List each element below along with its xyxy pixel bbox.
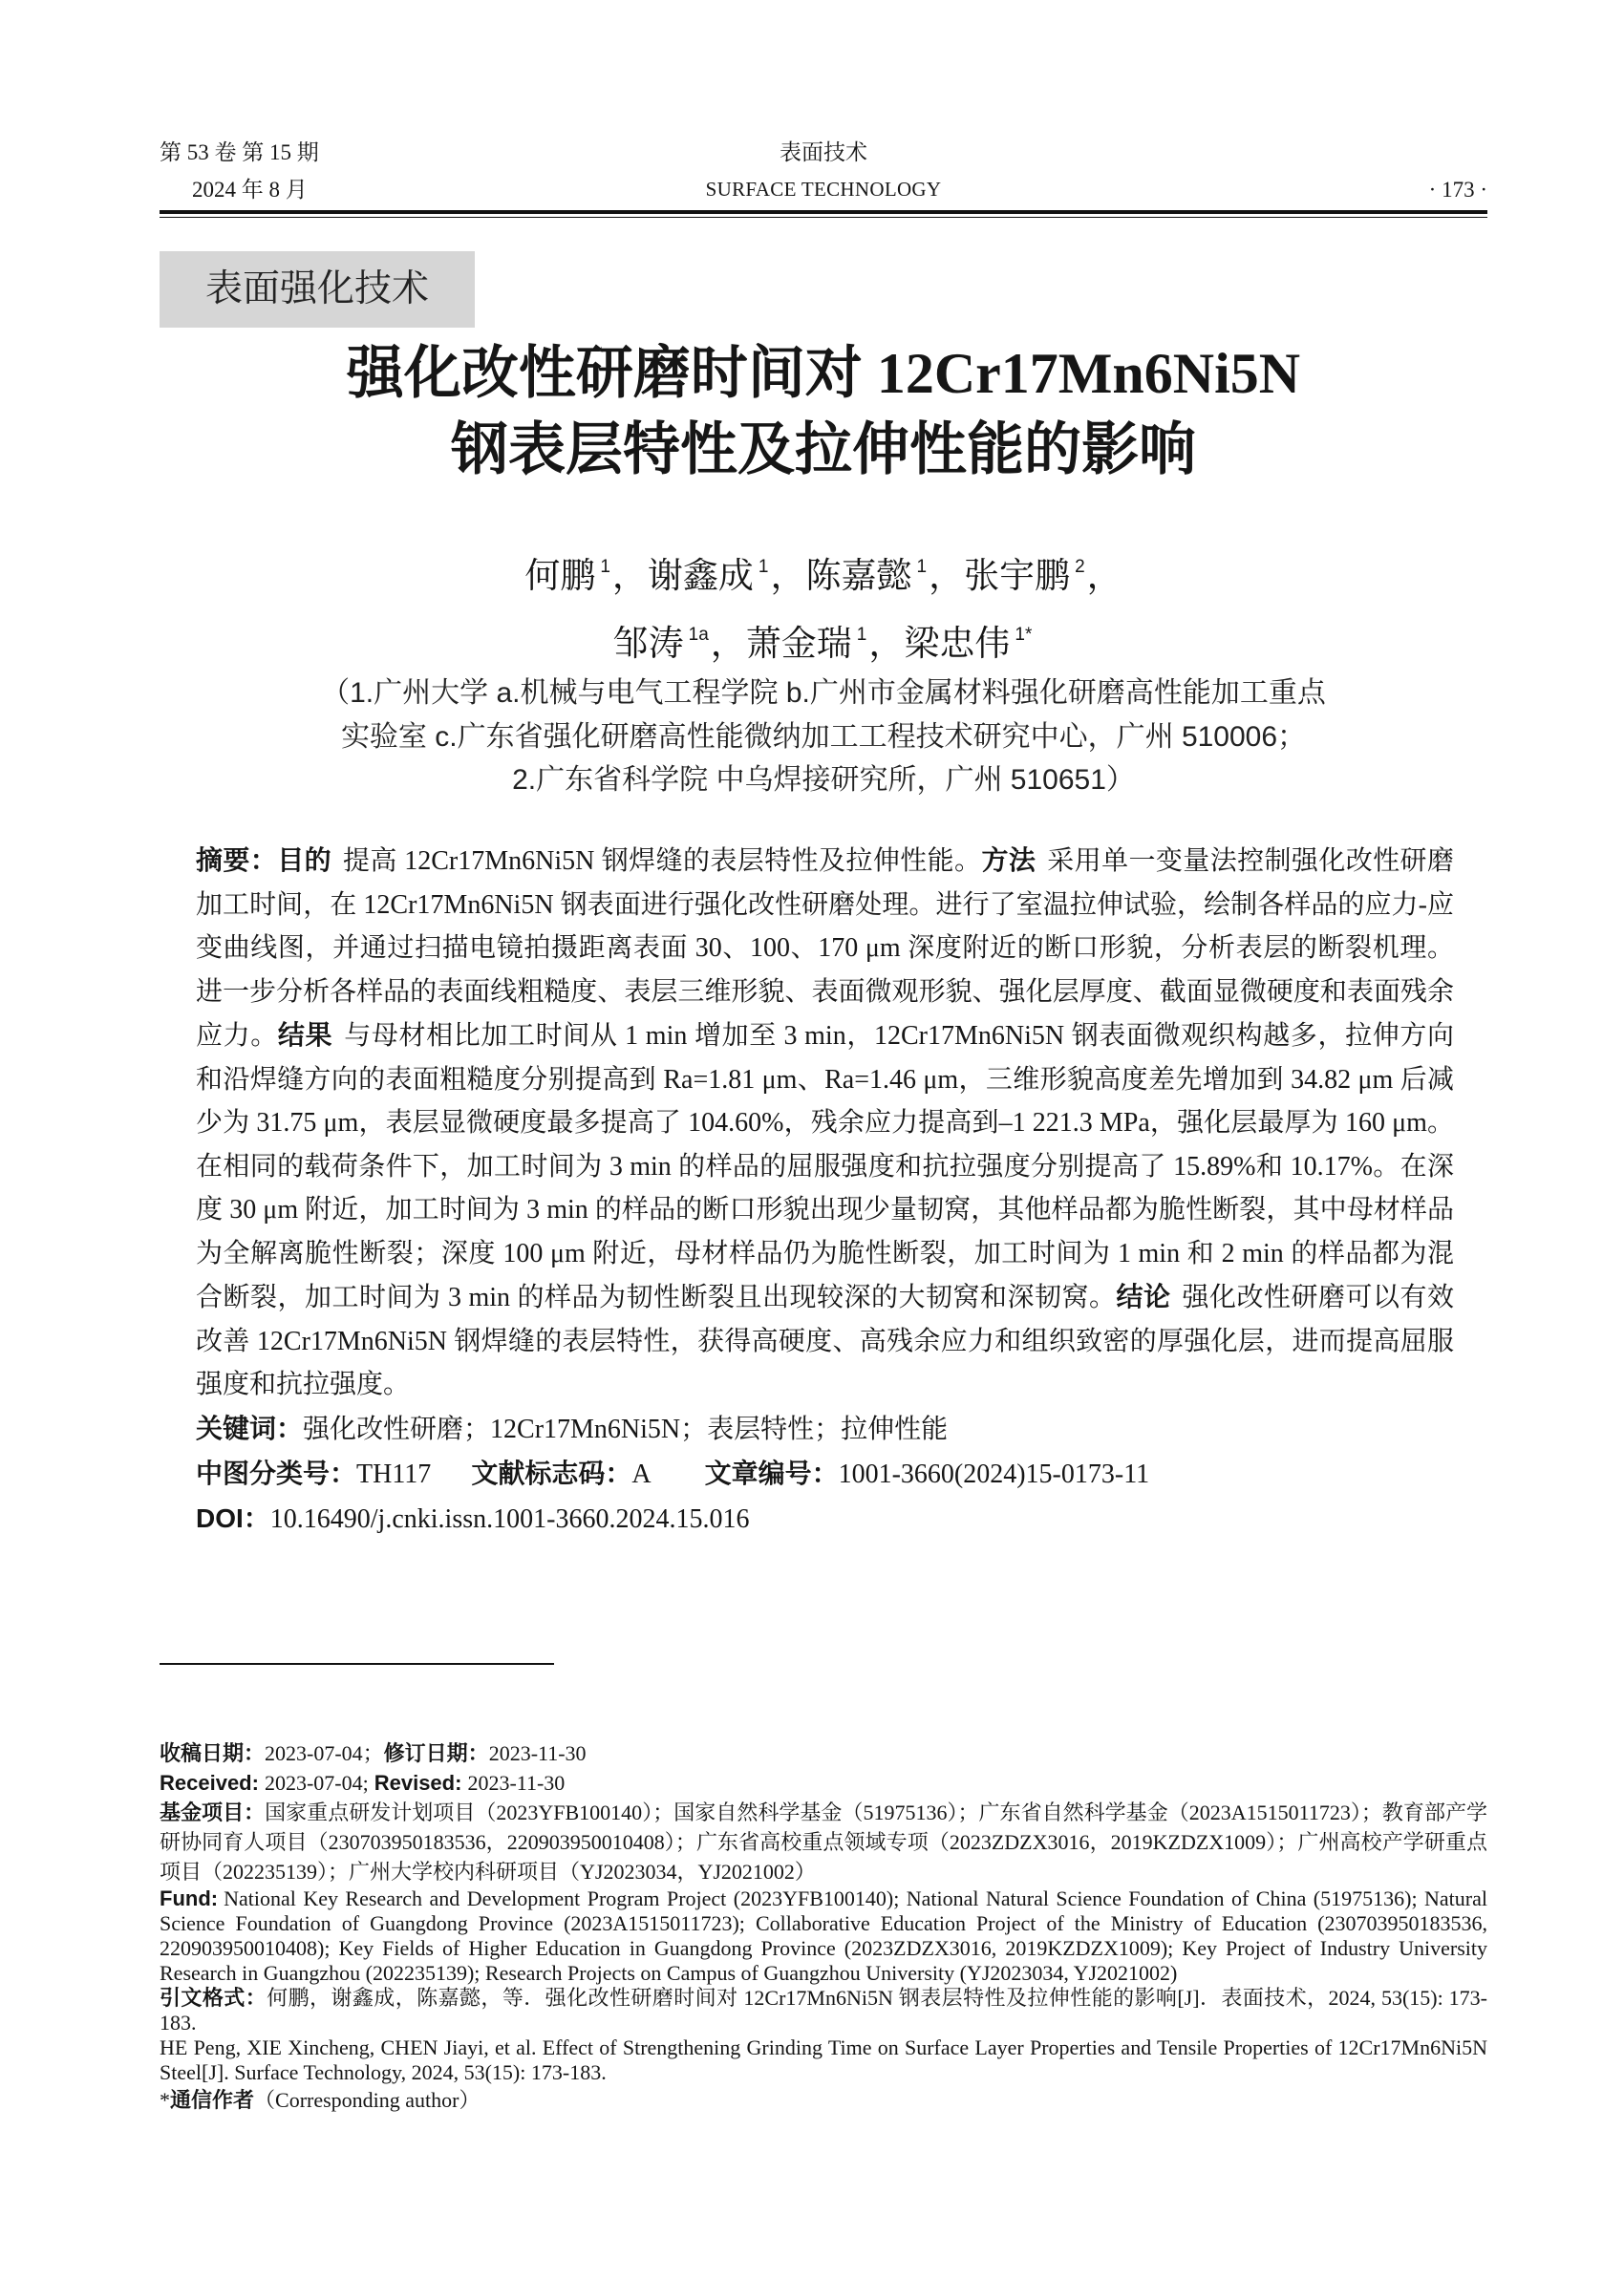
abstract [196,839,1454,1407]
journal-name-cn: 表面技术 [780,140,867,164]
doc-code-label: 文献标志码： [471,1458,632,1488]
header-rule-thin [160,217,1487,218]
author-name: 陈嘉懿 [805,556,912,595]
footnotes [160,1738,1487,2115]
title-line: 钢表层特性及拉伸性能的影响 [451,418,1196,481]
method-label: 方法 [981,845,1036,875]
citation-en: HE Peng, XIE Xincheng, CHEN Jiayi, et al. Effect of Strengthening Grinding Time on Surface Layer Properties and Tensile Properties of 12Cr17Mn6Ni5N Steel[J]. Surface Technology, 2024, 53(15): 173-183. [160,2035,1487,2084]
corresponding-label: 通信作者 [170,2088,255,2112]
issue-date: 2024 年 8 月 [192,178,308,202]
received-date-cn [160,1738,1487,1768]
corresponding-author-note [160,2085,1487,2115]
abstract-block [196,839,1454,1542]
keywords-label: 关键词： [196,1413,304,1443]
author-affiliation-mark: 1 [916,557,928,577]
received-value-cn: 2023-07-04； [265,1741,384,1765]
affiliation-line: （1.广州大学 a.机械与电气工程学院 b.广州市金属材料强化研磨高性能加工重点 [321,677,1326,709]
fund-label-cn: 基金项目： [160,1801,266,1824]
result-label: 结果 [277,1020,333,1050]
author-name: 谢鑫成 [647,556,754,595]
page-number: · 173 · [1428,178,1487,202]
clc-label: 中图分类号： [196,1458,357,1488]
fund-label-en: Fund: [160,1886,219,1910]
fund-text-en: National Key Research and Development Program Project (2023YFB100140); National Natural Science Foundation of China (51975136); Natural Science Foundation of Guangdong Province (2023A1515011723); Collaborative Education Project of the Ministry of Education (230703950183536, 220903950010408); Key Fields of Higher Education in Guangdong Province (2023ZDZX3016, 2019KZDZX1009); Key Project of Industry University Research in Guangzhou (202235139); Research Projects on Campus of Guangzhou University (YJ2023034, YJ2021002) [160,1886,1487,1985]
header-journal [160,134,1487,208]
author-affiliation-mark: 1 [600,557,610,577]
author-separator: ， [710,624,746,663]
author-affiliation-mark: 1 [758,557,769,577]
author-separator: ， [929,556,965,595]
conclusion-text: 强化改性研磨可以有效改善 12Cr17Mn6Ni5N 钢焊缝的表层特性，获得高硬度、高残余应力和组织致密的厚强化层，进而提高屈服强度和抗拉强度。 [196,1283,1454,1399]
result-text: 与母材相比加工时间从 1 min 增加至 3 min，12Cr17Mn6Ni5N 钢表面微观织构越多，拉伸方向和沿焊缝方向的表面粗糙度分别提高到 Ra=1.81 μm、Ra=1.46 μm，三维形貌高度差先增加到 34.82 μm 后减少为 31.75 μm，表层显微硬度最多提高了 104.60%，残余应力提高到–1 221.3 MPa，强化层最厚为 160 μm。在相同的载荷条件下，加工时间为 3 min 的样品的屈服强度和抗拉强度分别提高了 15.89%和 10.17%。在深度 30 μm 附近，加工时间为 3 min 的样品的断口形貌出现少量韧窝，其他样品都为脆性断裂，其中母材样品为全解离脆性断裂；深度 100 μm 附近，母材样品仍为脆性断裂，加工时间为 1 min 和 2 min 的样品都为混合断裂，加工时间为 3 min 的样品为韧性断裂且出现较深的大韧窝和深韧窝。 [196,1021,1454,1312]
citation-cn [160,1986,1487,2035]
fund-text-cn: 国家重点研发计划项目（2023YFB100140）；国家自然科学基金（51975136）；广东省自然科学基金（2023A1515011723）；教育部产学研协同育人项目（230703950183536，220903950010408）；广东省高校重点领域专项（2023ZDZX3016，2019KZDZX1009）；广州高校产学研重点项目（202235139）；广州大学校内科研项目（YJ2023034，YJ2021002） [160,1801,1487,1884]
doi-line [196,1497,1454,1542]
doi-value: 10.16490/j.cnki.issn.1001-3660.2024.15.016 [269,1503,750,1534]
journal-name-en: SURFACE TECHNOLOGY [705,178,942,201]
author-affiliation-mark: 1* [1015,625,1033,645]
received-label-en: Received: [160,1771,259,1795]
corresponding-mark: * [160,2088,170,2112]
author-separator: ， [1086,556,1122,595]
objective-text: 提高 12Cr17Mn6Ni5N 钢焊缝的表层特性及拉伸性能。 [343,846,982,876]
footnote-rule [160,1663,554,1665]
author-separator: ， [868,624,905,663]
received-date-en [160,1768,1487,1798]
doc-code-value: A [631,1459,652,1489]
paper-title [160,335,1487,488]
author-affiliation-mark: 1 [856,625,867,645]
author-separator: ， [770,556,806,595]
article-number-value: 1001-3660(2024)15-0173-11 [838,1459,1150,1489]
keywords-value: 强化改性研磨；12Cr17Mn6Ni5N；表层特性；拉伸性能 [303,1414,949,1444]
section-tag: 表面强化技术 [160,251,475,328]
author-line [160,545,1487,613]
revised-label-cn: 修订日期： [383,1741,489,1765]
affiliation-line: 实验室 c.广东省强化研磨高性能微纳加工工程技术研究中心，广州 510006； [340,720,1307,753]
author-name: 张宇鹏 [964,556,1071,595]
revised-value-cn: 2023-11-30 [488,1741,587,1765]
author-affiliation-mark: 1a [688,625,709,645]
volume-issue: 第 53 卷 第 15 期 [160,140,319,164]
received-value-en: 2023-07-04; [264,1771,369,1795]
clc-value: TH117 [356,1459,432,1489]
revised-value-en: 2023-11-30 [467,1771,566,1795]
author-list [160,545,1487,681]
classification-line [196,1452,1454,1497]
author-name: 何鹏 [524,556,596,595]
conclusion-label: 结论 [1116,1282,1171,1311]
corresponding-text: （Corresponding author） [254,2088,481,2112]
header-rule-thick [160,210,1487,214]
author-name: 梁忠伟 [904,624,1011,663]
keywords-line [196,1407,1454,1452]
affiliation-line: 2.广东省科学院 中乌焊接研究所，广州 510651） [512,764,1135,796]
doi-label: DOI： [196,1502,270,1533]
author-name: 萧金瑞 [745,624,852,663]
revised-label-en: Revised: [374,1771,462,1795]
author-affiliation-mark: 2 [1075,557,1085,577]
method-text: 采用单一变量法控制强化改性研磨加工时间，在 12Cr17Mn6Ni5N 钢表面进行强化改性研磨处理。进行了室温拉伸试验，绘制各样品的应力-应变曲线图，并通过扫描电镜拍摄距离表面 30、100、170 μm 深度附近的断口形貌，分析表层的断裂机理。进一步分析各样品的表面线粗糙度、表层三维形貌、表面微观形貌、强化层厚度、截面显微硬度和表面残余应力。 [196,846,1454,1051]
fund-en [160,1886,1487,1986]
citation-label-cn: 引文格式： [160,1986,267,2010]
abstract-label: 摘要： [196,845,278,875]
title-line: 强化改性研磨时间对 12Cr17Mn6Ni5N [346,342,1301,405]
received-label-cn: 收稿日期： [160,1741,266,1765]
author-separator: ， [611,556,648,595]
affiliations [160,671,1487,802]
objective-label: 目的 [277,845,332,875]
citation-text-cn: 何鹏，谢鑫成，陈嘉懿，等．强化改性研磨时间对 12Cr17Mn6Ni5N 钢表层特性及拉伸性能的影响[J]．表面技术，2024, 53(15): 173-183. [160,1986,1487,2035]
author-name: 邹涛 [612,624,684,663]
article-number-label: 文章编号： [704,1458,839,1488]
fund-cn [160,1798,1487,1886]
